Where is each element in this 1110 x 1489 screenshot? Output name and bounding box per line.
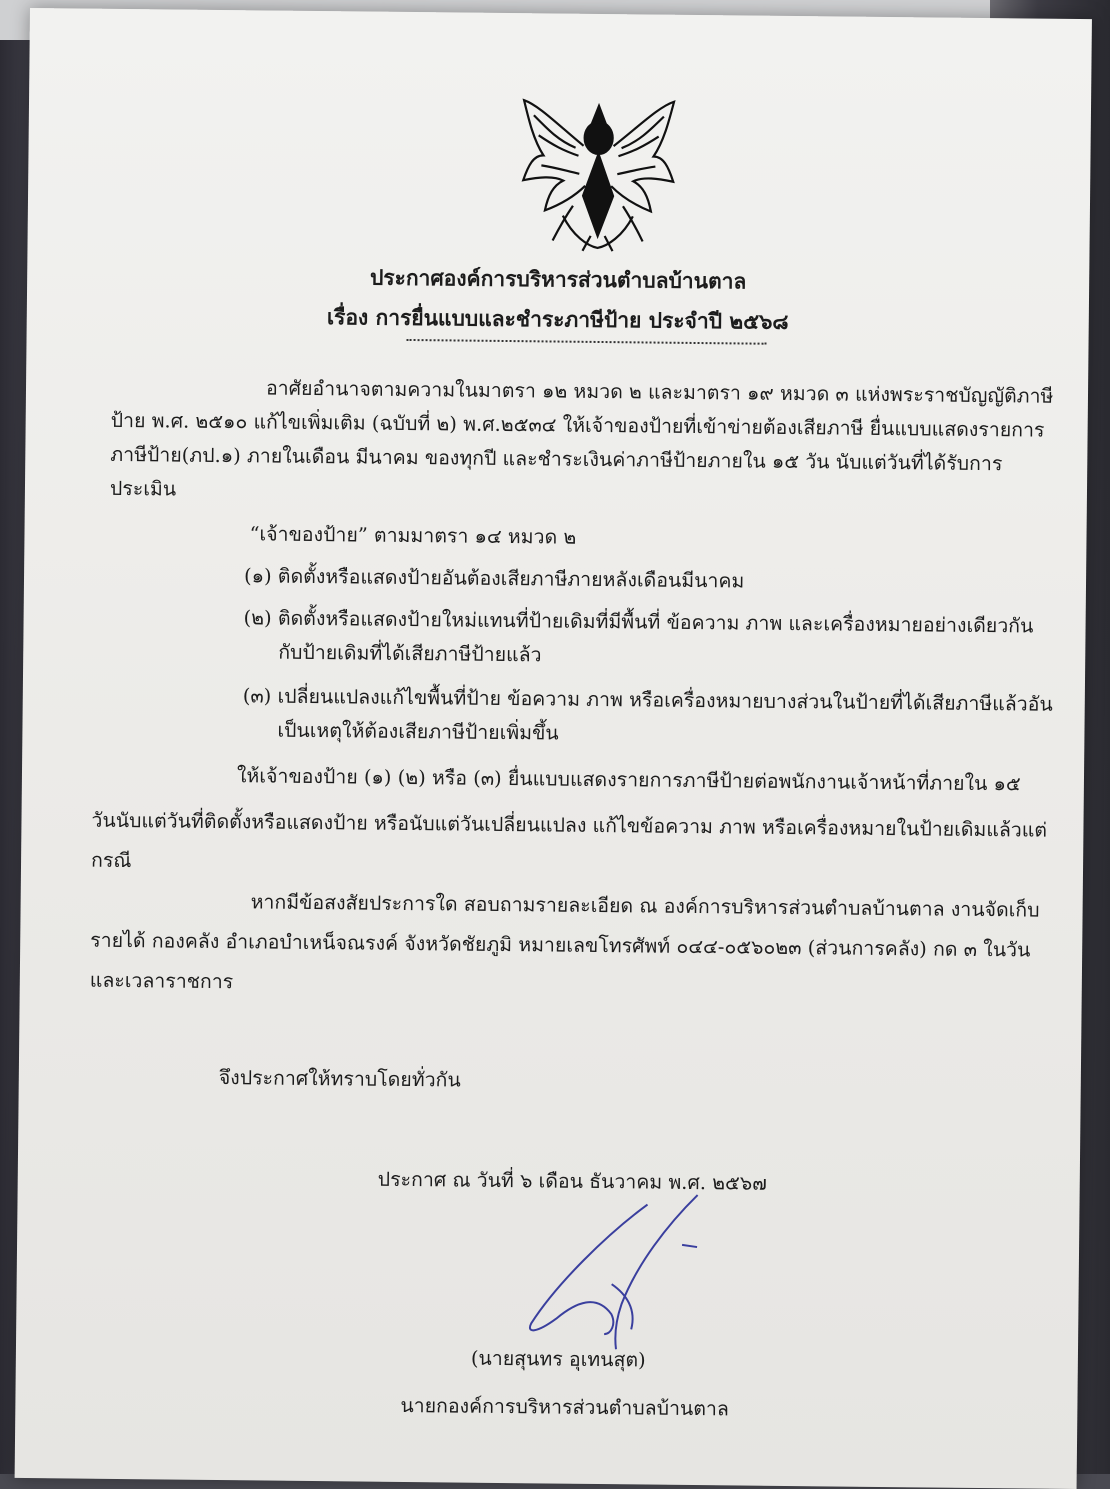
body-line: และเวลาราชการ (89, 968, 234, 994)
body-line: ภาษีป้าย(ภป.๑) ภายในเดือน มีนาคม ของทุกปี และชำระเงินค่าภาษีป้ายภายใน ๑๕ วัน นับแต่วันที่ได้รับการ (110, 442, 1003, 476)
signature-icon (516, 1183, 738, 1355)
list-item-continuation: กับป้ายเดิมที่ได้เสียภาษีป้ายแล้ว (278, 640, 542, 667)
garuda-emblem-icon (502, 85, 694, 257)
signer-title: นายกองค์การบริหารส่วนตำบลบ้านตาล (400, 1393, 729, 1421)
body-line: ให้เจ้าของป้าย (๑) (๒) หรือ (๓) ยื่นแบบแสดงรายการภาษีป้ายต่อพนักงานเจ้าหน้าที่ภายใน ๑๕ (236, 764, 1021, 796)
owner-heading: “เจ้าของป้าย” ตามมาตรา ๑๔ หมวด ๒ (249, 522, 577, 549)
body-line: ประเมิน (109, 476, 177, 501)
closing-statement: จึงประกาศให้ทราบโดยทั่วกัน (218, 1066, 461, 1092)
dotted-divider (407, 339, 767, 345)
body-line: ป้าย พ.ศ. ๒๕๑๐ แก้ไขเพิ่มเติม (ฉบับที่ ๒) พ.ศ.๒๕๓๔ ให้เจ้าของป้ายที่เข้าข่ายต้องเสียภาษี ยื่นแบบแสดงรายการ (110, 408, 1045, 442)
list-item-continuation: เป็นเหตุให้ต้องเสียภาษีป้ายเพิ่มขึ้น (277, 718, 559, 745)
list-item: (๑) ติดตั้งหรือแสดงป้ายอันต้องเสียภาษีภายหลังเดือนมีนาคม (243, 564, 745, 593)
announcement-date: ประกาศ ณ วันที่ ๖ เดือน ธันวาคม พ.ศ. ๒๕๖๗ (377, 1167, 767, 1195)
body-line: วันนับแต่วันที่ติดตั้งหรือแสดงป้าย หรือนับแต่วันเปลี่ยนแปลง แก้ไขข้อความ ภาพ หรือเครื่องหมายในป้ายเดิมแล้วแต่ (91, 808, 1048, 842)
body-line: กรณี (90, 848, 132, 873)
list-item: (๓) เปลี่ยนแปลงแก้ไขพื้นที่ป้าย ข้อความ ภาพ หรือเครื่องหมายบางส่วนในป้ายที่ได้เสียภาษีแล้วอัน (242, 684, 1053, 716)
announcement-page (15, 8, 1092, 1489)
announcement-subject: เรื่อง การยื่นแบบและชำระภาษีป้าย ประจำปี ๒๕๖๘ (326, 304, 789, 334)
body-line: อาศัยอำนาจตามความในมาตรา ๑๒ หมวด ๒ และมาตรา ๑๙ หมวด ๓ แห่งพระราชบัญญัติภาษี (265, 376, 1054, 408)
body-line: หากมีข้อสงสัยประการใด สอบถามรายละเอียด ณ องค์การบริหารส่วนตำบลบ้านตาล งานจัดเก็บ (250, 890, 1040, 922)
signer-name: (นายสุนทร อุเทนสุต) (470, 1346, 646, 1372)
body-line: รายได้ กองคลัง อำเภอบำเหน็จณรงค์ จังหวัดชัยภูมิ หมายเลขโทรศัพท์ ๐๔๔-๐๕๖๐๒๓ (ส่วนการคลัง) กด ๓ ในวัน (90, 928, 1031, 962)
list-item: (๒) ติดตั้งหรือแสดงป้ายใหม่แทนที่ป้ายเดิมที่มีพื้นที่ ข้อความ ภาพ และเครื่องหมายอย่างเดียวกัน (243, 606, 1034, 638)
announcement-title: ประกาศองค์การบริหารส่วนตำบลบ้านตาล (369, 264, 747, 294)
